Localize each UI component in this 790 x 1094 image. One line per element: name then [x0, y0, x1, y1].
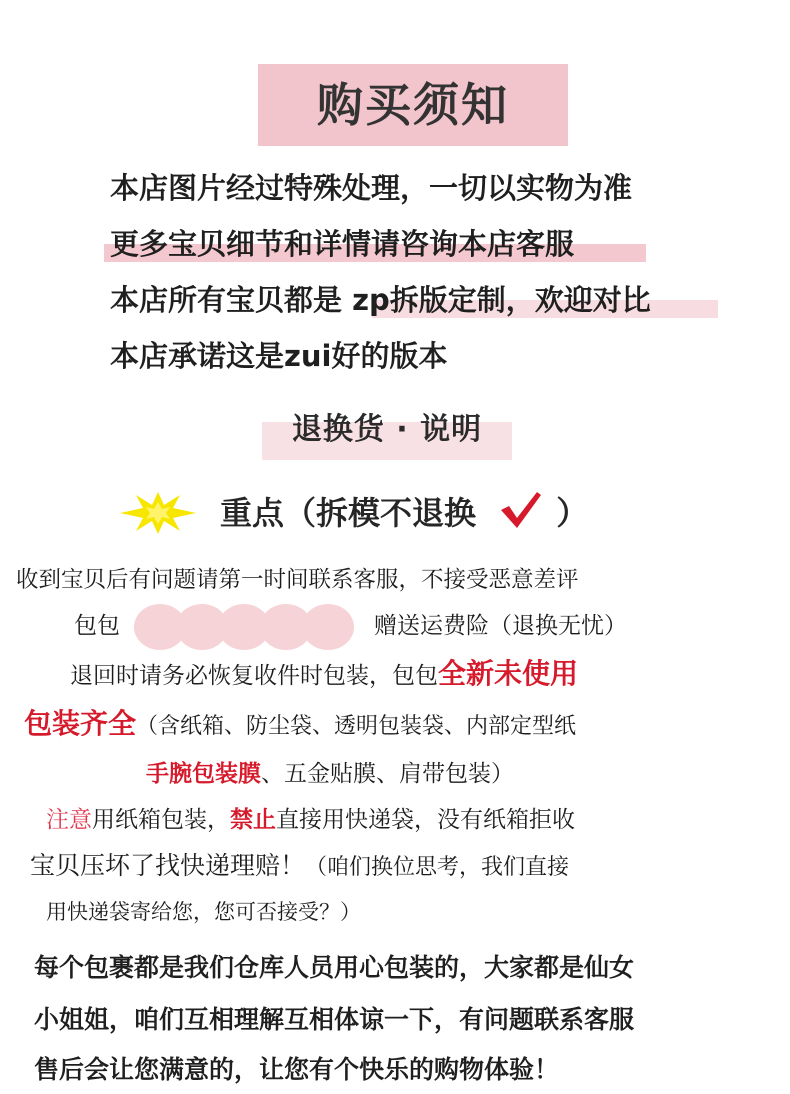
body-line-5-text: 、五金贴膜、肩带包装） [261, 761, 514, 787]
section-heading: 退换货 · 说明 [291, 412, 483, 447]
body-line-4-red: 包装齐全 [24, 707, 137, 740]
red-checkmark-icon [497, 490, 543, 530]
body-line-7-text: （咱们换位思考，我们直接 [305, 855, 570, 880]
body-line-2-prefix: 包包 [74, 613, 120, 639]
body-line-6-red1: 注意 [46, 807, 92, 833]
redaction-blob [302, 604, 354, 650]
body-line-4 [24, 706, 576, 745]
body-line-6-text2: 直接用快递袋，没有纸箱拒收 [276, 807, 575, 833]
body-line-6-text1: 用纸箱包装， [92, 807, 230, 833]
body-line-6-red2: 禁止 [230, 806, 276, 833]
body-line-1: 收到宝贝后有问题请第一时间联系客服，不接受恶意差评 [16, 567, 579, 593]
body-line-4-text: （含纸箱、防尘袋、透明包装袋、内部定型纸 [136, 714, 577, 739]
closing-line-2: 小姐姐，咱们互相理解互相体谅一下，有问题联系客服 [34, 1005, 635, 1034]
notice-line-3: 本店所有宝贝都是 zp拆版定制，欢迎对比 [110, 283, 651, 317]
key-point-text: 重点（拆模不退换 [220, 494, 477, 532]
body-line-8: 用快递袋寄给您，您可否接受？） [46, 900, 361, 924]
closing-line-3: 售后会让您满意的，让您有个快乐的购物体验！ [34, 1055, 560, 1084]
body-line-3-red: 全新未使用 [438, 657, 579, 690]
body-line-7 [30, 848, 569, 886]
body-line-5-red: 手腕包装膜 [146, 760, 261, 787]
key-point-close: ） [556, 494, 589, 532]
starburst-icon [118, 490, 198, 536]
notice-line-4: 本店承诺这是zui好的版本 [110, 339, 448, 373]
body-line-5 [146, 756, 514, 792]
body-line-2-suffix: 赠送运费险（退换无忧） [374, 613, 627, 639]
body-line-3 [70, 656, 578, 694]
page-title: 购买须知 [317, 78, 509, 132]
closing-line-1: 每个包裹都是我们仓库人员用心包装的，大家都是仙女 [34, 953, 635, 982]
body-line-6 [46, 802, 575, 838]
key-point [220, 488, 588, 538]
body-line-7-strong: 宝贝压坏了找快递理赔！ [30, 851, 306, 880]
notice-line-1: 本店图片经过特殊处理，一切以实物为准 [110, 171, 633, 205]
body-line-3-text: 退回时请务必恢复收件时包装，包包 [70, 663, 438, 689]
notice-line-2: 更多宝贝细节和详情请咨询本店客服 [110, 227, 575, 261]
